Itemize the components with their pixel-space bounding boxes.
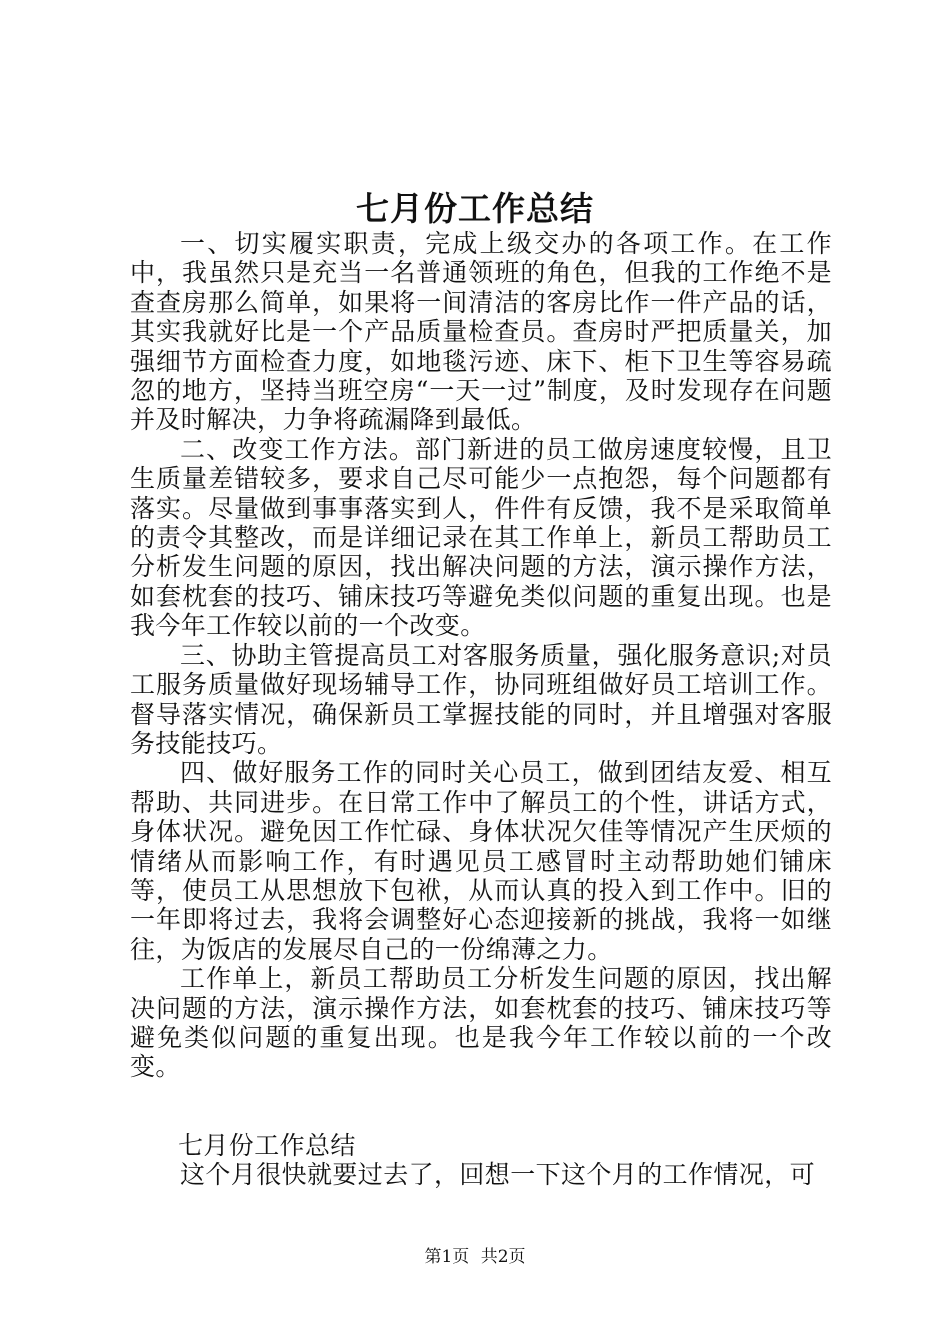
page-number: 第1页: [424, 1247, 470, 1267]
paragraph-1: 一、切实履实职责，完成上级交办的各项工作。在工作中，我虽然只是充当一名普通领班的角色，但我的工作绝不是查查房那么简单，如果将一间清洁的客房比作一件产品的话，其实我就好比是一个产品质量检查员。查房时严把质量关，加强细节方面检查力度，如地毯污迹、床下、柜下卫生等容易疏忽的地方，坚持当班空房“一天一过”制度，及时发现存在问题并及时解决，力争将疏漏降到最低。: [130, 229, 832, 435]
paragraph-3: 三、协助主管提高员工对客服务质量，强化服务意识;对员工服务质量做好现场辅导工作，协同班组做好员工培训工作。督导落实情况，确保新员工掌握技能的同时，并且增强对客服务技能技巧。: [130, 640, 832, 758]
section-spacer: [130, 1082, 832, 1131]
paragraph-5: 工作单上，新员工帮助员工分析发生问题的原因，找出解决问题的方法，演示操作方法，如套枕套的技巧、铺床技巧等避免类似问题的重复出现。也是我今年工作较以前的一个改变。: [130, 964, 832, 1082]
page-title: 七月份工作总结: [356, 189, 594, 228]
second-paragraph: 这个月很快就要过去了，回想一下这个月的工作情况，可: [180, 1160, 816, 1190]
document-body: [130, 229, 832, 1190]
page-total: 共2页: [480, 1247, 526, 1267]
page-footer: [0, 1245, 950, 1269]
paragraph-4: 四、做好服务工作的同时关心员工，做到团结友爱、相互帮助、共同进步。在日常工作中了解员工的个性，讲话方式，身体状况。避免因工作忙碌、身体状况欠佳等情况产生厌烦的情绪从而影响工作，有时遇见员工感冒时主动帮助她们铺床等，使员工从思想放下包袱，从而认真的投入到工作中。旧的一年即将过去，我将会调整好心态迎接新的挑战，我将一如继往，为饭店的发展尽自己的一份绵薄之力。: [130, 758, 832, 964]
second-heading: 七月份工作总结: [178, 1130, 356, 1160]
paragraph-2: 二、改变工作方法。部门新进的员工做房速度较慢，且卫生质量差错较多，要求自己尽可能少一点抱怨，每个问题都有落实。尽量做到事事落实到人，件件有反馈，我不是采取简单的责令其整改，而是详细记录在其工作单上，新员工帮助员工分析发生问题的原因，找出解决问题的方法，演示操作方法，如套枕套的技巧、铺床技巧等避免类似问题的重复出现。也是我今年工作较以前的一个改变。: [130, 434, 832, 641]
